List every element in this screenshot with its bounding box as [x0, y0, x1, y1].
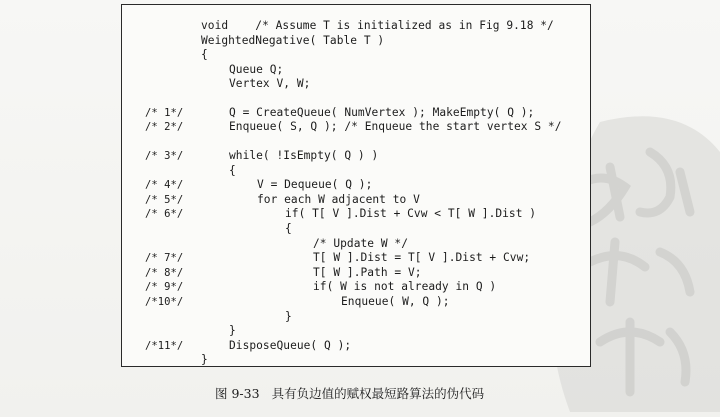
code-line: [122, 178, 590, 192]
code-line: [122, 135, 590, 149]
code-line: [122, 34, 590, 48]
code-line-number: /* 5*/: [145, 193, 184, 206]
code-line-text: Enqueue( W, Q );: [341, 294, 450, 308]
code-line-number: /*10*/: [145, 295, 184, 308]
code-line-text: for each W adjacent to V: [257, 192, 420, 206]
code-line: [122, 324, 590, 338]
code-line-number: /* 4*/: [145, 179, 184, 192]
code-line: [122, 19, 590, 33]
code-line: [122, 149, 590, 163]
code-line: [122, 237, 590, 251]
code-line-number: /* 7*/: [145, 252, 184, 265]
figure-number: 图 9-33: [215, 386, 260, 401]
code-line-number: /* 1*/: [145, 106, 184, 119]
code-line-text: if( W is not already in Q ): [313, 280, 497, 294]
code-line: [122, 48, 590, 62]
code-line: [122, 193, 590, 207]
code-line-text: while( !IsEmpty( Q ) ): [229, 148, 379, 162]
code-line-text: void /* Assume T is initialized as in Fig 9.18 */: [201, 19, 554, 32]
code-line-text: {: [229, 163, 236, 177]
code-line-text: Enqueue( S, Q ); /* Enqueue the start vertex S */: [229, 120, 562, 134]
code-line: [122, 339, 590, 353]
code-line-text: WeightedNegative( Table T ): [201, 33, 385, 47]
code-line-text: {: [201, 48, 208, 62]
code-line: [122, 164, 590, 178]
code-line-text: if( T[ V ].Dist + Cvw < T[ W ].Dist ): [285, 207, 537, 221]
figure-caption-text: 具有负边值的赋权最短路算法的伪代码: [271, 386, 485, 401]
code-line-text: }: [285, 309, 292, 323]
code-line-number: /* 6*/: [145, 208, 184, 221]
code-line: [122, 106, 590, 120]
code-line: [122, 207, 590, 221]
code-line-text: }: [201, 353, 208, 367]
code-line-number: /* 9*/: [145, 281, 184, 294]
code-line-number: /*11*/: [145, 339, 184, 352]
code-line-number: /* 2*/: [145, 121, 184, 134]
code-line-text: DisposeQueue( Q );: [229, 338, 352, 352]
code-line-text: /* Update W */: [313, 236, 408, 250]
code-line: [122, 251, 590, 265]
code-line-text: Q = CreateQueue( NumVertex ); MakeEmpty( Q );: [229, 105, 535, 119]
code-line-text: Queue Q;: [229, 62, 284, 76]
code-line-number: /* 8*/: [145, 266, 184, 279]
code-line-text: }: [229, 324, 236, 338]
code-line: [122, 92, 590, 106]
code-line-text: T[ W ].Dist = T[ V ].Dist + Cvw;: [313, 251, 531, 265]
code-line: [122, 295, 590, 309]
code-line-text: V = Dequeue( Q );: [257, 178, 373, 192]
code-line: [122, 63, 590, 77]
code-line-number: /* 3*/: [145, 149, 184, 162]
code-line: [122, 280, 590, 294]
code-line-text: T[ W ].Path = V;: [313, 265, 422, 279]
code-line: [122, 120, 590, 134]
code-line: [122, 266, 590, 280]
code-line: [122, 77, 590, 91]
code-line-text: {: [285, 221, 292, 235]
code-line: [122, 310, 590, 324]
code-line: [122, 353, 590, 367]
code-line-text: Vertex V, W;: [229, 77, 311, 91]
code-line: [122, 222, 590, 236]
code-figure-frame: [121, 4, 591, 367]
figure-caption: [215, 384, 484, 402]
